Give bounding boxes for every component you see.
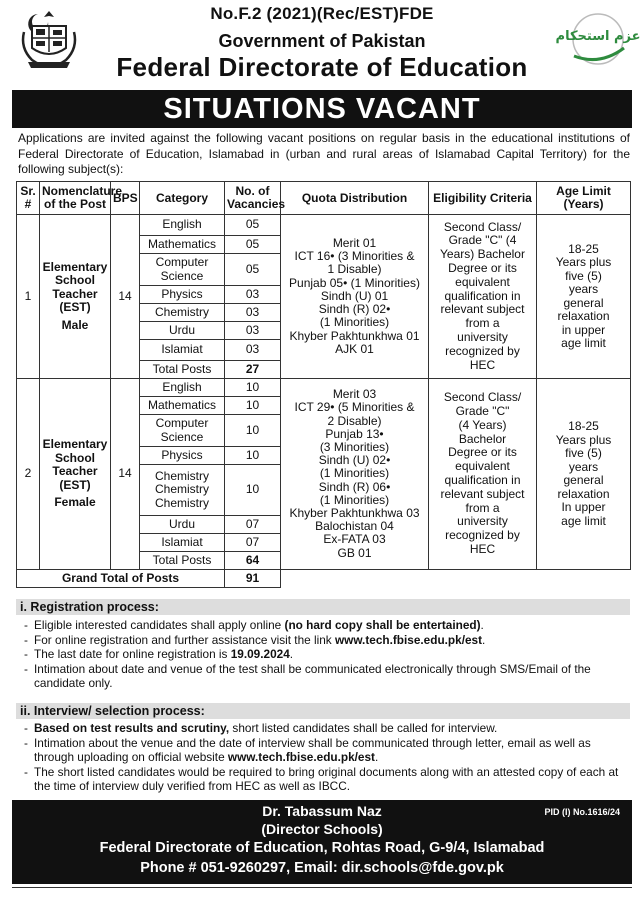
post-name-line: School <box>54 450 95 465</box>
age-limit-line: Years plus <box>555 432 612 447</box>
header-category: Category <box>140 182 225 215</box>
table-row <box>17 215 631 236</box>
quota-line: Ex-FATA 03 <box>323 532 386 547</box>
registration-point-emphasis[interactable]: www.tech.fbise.edu.pk/est <box>334 632 483 647</box>
table-body <box>17 215 631 570</box>
quota-cell <box>281 215 429 379</box>
total-posts-label: Total Posts <box>140 552 225 570</box>
age-limit-line: relaxation <box>557 486 610 501</box>
sr-cell: 1 <box>17 215 40 379</box>
category-cell: English <box>140 379 225 397</box>
registration-point-text: . <box>289 647 294 661</box>
signatory-name: Dr. Tabassum Naz <box>262 803 382 819</box>
quota-line: (1 Minorities) <box>319 466 390 481</box>
post-name-cell <box>40 379 111 570</box>
bottom-divider <box>12 887 632 888</box>
intro-paragraph: Applications are invited against the following vacant positions on regular basis in the educational institutions of Federal Directorate of Education, Islamabad in (urban and rural areas of Islamabad Capital Territory) for the following subject(s): <box>18 131 630 176</box>
vacancies-cell: 03 <box>225 322 281 340</box>
vacancies-cell: 07 <box>225 534 281 552</box>
sr-cell: 2 <box>17 379 40 570</box>
reference-number: No.F.2 (2021)(Rec/EST)FDE <box>210 4 434 23</box>
quota-line: (1 Minorities) <box>319 492 390 507</box>
pid-number: PID (I) No.1616/24 <box>544 807 620 817</box>
category-cell <box>140 415 225 447</box>
registration-point <box>20 633 632 648</box>
grand-total-row <box>17 570 631 588</box>
eligibility-line: equivalent <box>455 459 510 474</box>
registration-point-text: Intimation about date and venue of the test shall be communicated electronically through SMS/Email of the candidate only. <box>34 661 591 690</box>
quota-line: GB 01 <box>337 545 372 560</box>
eligibility-line: HEC <box>469 541 496 556</box>
eligibility-line: Grade "C" (4 <box>448 233 517 248</box>
signatory-designation: (Director Schools) <box>261 821 383 837</box>
age-limit-line: years <box>568 282 599 296</box>
age-limit-line: in upper <box>561 322 606 337</box>
eligibility-line: Degree or its <box>448 261 517 275</box>
bps-cell: 14 <box>111 215 140 379</box>
eligibility-line: qualification in <box>444 473 521 487</box>
age-limit-line: age limit <box>561 336 606 350</box>
category-cell: Islamiat <box>140 534 225 552</box>
header-post: Nomenclature of the Post <box>40 182 111 215</box>
registration-point <box>20 618 632 633</box>
eligibility-line: (4 Years) <box>458 417 507 432</box>
quota-line: Sindh (U) 01 <box>320 288 389 303</box>
category-cell: Physics <box>140 286 225 304</box>
quota-line: (1 Minorities) <box>319 315 390 330</box>
category-cell: Physics <box>140 447 225 465</box>
eligibility-line: Bachelor <box>458 431 507 446</box>
eligibility-line: relevant subject <box>440 486 525 501</box>
post-name-line: Elementary <box>42 437 108 452</box>
total-posts-value: 27 <box>225 361 281 379</box>
age-limit-line: 18-25 <box>568 241 599 256</box>
registration-point <box>20 662 632 691</box>
category-line: Computer <box>155 416 209 430</box>
total-posts-value: 64 <box>225 552 281 570</box>
category-line: Science <box>160 268 204 283</box>
quota-line: Merit 03 <box>332 387 377 402</box>
category-cell: Chemistry <box>140 304 225 322</box>
age-limit-line: age limit <box>561 513 606 528</box>
vacancies-cell: 05 <box>225 236 281 254</box>
category-line: Computer <box>155 255 209 269</box>
registration-point-emphasis: (no hard copy shall be entertained) <box>284 618 481 632</box>
interview-point-emphasis[interactable]: www.tech.fbise.edu.pk/est <box>227 750 375 764</box>
age-limit-cell <box>537 379 631 570</box>
post-name-line: School <box>54 273 95 288</box>
interview-point-text: Intimation about the venue and the date of interview shall be communicated through letter, email as well as through uploading on official website <box>34 735 591 764</box>
quota-line: ICT 29• (5 Minorities & <box>294 400 415 415</box>
category-cell: Mathematics <box>140 397 225 415</box>
registration-point-text: . <box>482 632 486 647</box>
age-limit-line: relaxation <box>557 309 610 323</box>
post-name-line: Male <box>61 317 89 332</box>
contact-details: Phone # 051-9260297, Email: dir.schools@fde.gov.pk <box>140 860 504 876</box>
quota-line: Punjab 05• (1 Minorities) <box>289 275 420 290</box>
quota-line: Sindh (U) 02• <box>318 453 391 468</box>
vacancies-cell: 10 <box>225 379 281 397</box>
vacancies-cell: 10 <box>225 415 281 447</box>
eligibility-line: Years) Bachelor <box>440 247 525 262</box>
age-limit-line: years <box>568 459 599 474</box>
eligibility-line: equivalent <box>455 274 510 289</box>
eligibility-line: recognized by <box>445 343 520 358</box>
category-cell: Urdu <box>140 516 225 534</box>
age-limit-line: 18-25 <box>568 419 599 433</box>
header-age-limit: Age Limit (Years) <box>537 182 631 215</box>
post-name-line: Teacher (EST) <box>52 464 98 492</box>
eligibility-line: from a <box>465 316 500 331</box>
contact-footer <box>12 800 632 884</box>
registration-point-text: For online registration and further assistance visit the link <box>34 632 335 647</box>
eligibility-line: Degree or its <box>448 445 517 460</box>
category-cell <box>140 465 225 516</box>
total-posts-label: Total Posts <box>140 361 225 379</box>
eligibility-line: university <box>457 514 508 529</box>
category-cell: English <box>140 215 225 236</box>
vacancies-cell: 05 <box>225 215 281 236</box>
situations-vacant-banner: SITUATIONS VACANT <box>12 90 632 128</box>
vacancies-cell: 07 <box>225 516 281 534</box>
logo-text: عزم استحکام <box>555 29 641 44</box>
category-cell <box>140 254 225 286</box>
quota-line: ICT 16• (3 Minorities & <box>294 249 415 264</box>
registration-list <box>20 618 632 691</box>
eligibility-line: university <box>457 329 508 344</box>
category-line: Chemistry <box>154 495 209 510</box>
grand-total-label: Grand Total of Posts <box>17 570 225 588</box>
quota-line: Khyber Pakhtunkhwa 01 <box>289 328 420 343</box>
post-name-cell <box>40 215 111 379</box>
eligibility-line: HEC <box>469 357 496 372</box>
eligibility-cell <box>429 215 537 379</box>
quota-line: Sindh (R) 06• <box>318 479 391 494</box>
quota-line: 1 Disable) <box>327 262 382 277</box>
category-cell: Islamiat <box>140 340 225 361</box>
age-limit-line: Years plus <box>555 255 612 269</box>
eligibility-line: qualification in <box>444 288 521 303</box>
interview-point-text: The short listed candidates would be required to bring original documents along with an attested copy of each at the time of interview duly verified from HEC as well as IBCC. <box>34 764 619 793</box>
vacancies-cell: 10 <box>225 397 281 415</box>
header-eligibility: Eligibility Criteria <box>429 182 537 215</box>
category-cell: Urdu <box>140 322 225 340</box>
interview-point-text: . <box>374 750 379 764</box>
post-name-line: Female <box>54 495 96 510</box>
registration-point-text: The last date for online registration is <box>34 647 231 661</box>
category-line: Chemistry <box>154 482 209 497</box>
interview-point-text: short listed candidates shall be called for interview. <box>229 721 498 735</box>
header-vacancies: No. of Vacancies <box>225 182 281 215</box>
eligibility-cell <box>429 379 537 570</box>
quota-line: 2 Disable) <box>327 413 382 428</box>
age-limit-line: general <box>563 295 604 310</box>
eligibility-line: relevant subject <box>440 302 525 317</box>
quota-line: Khyber Pakhtunkhwa 03 <box>289 506 420 520</box>
age-limit-line: general <box>563 473 604 487</box>
quota-line: Punjab 13• <box>325 426 384 441</box>
registration-point <box>20 647 632 662</box>
header-sr: Sr. # <box>17 182 40 215</box>
quota-line: AJK 01 <box>335 341 374 356</box>
interview-point <box>20 721 632 736</box>
vacancies-cell: 05 <box>225 254 281 286</box>
eligibility-line: Second Class/ <box>443 390 522 405</box>
interview-point-emphasis: Based on test results and scrutiny, <box>34 721 230 735</box>
registration-point-emphasis: 19.09.2024 <box>230 647 290 661</box>
office-address: Federal Directorate of Education, Rohtas Road, G-9/4, Islamabad <box>99 840 545 856</box>
category-cell: Mathematics <box>140 236 225 254</box>
age-limit-cell <box>537 215 631 379</box>
quota-cell <box>281 379 429 570</box>
category-line: Science <box>160 429 204 444</box>
registration-heading: i. Registration process: <box>16 599 630 615</box>
vacancies-cell: 03 <box>225 340 281 361</box>
interview-point <box>20 765 632 794</box>
interview-list <box>20 721 632 794</box>
eligibility-line: from a <box>465 500 500 515</box>
post-name-line: Teacher (EST) <box>52 286 98 315</box>
grand-total-value: 91 <box>225 570 281 588</box>
category-line: Chemistry <box>154 468 209 483</box>
quota-line: Merit 01 <box>332 236 377 251</box>
interview-heading: ii. Interview/ selection process: <box>16 703 630 719</box>
vacancies-cell: 03 <box>225 304 281 322</box>
quota-line: Balochistan 04 <box>315 519 394 534</box>
quota-line: Sindh (R) 02• <box>318 302 391 317</box>
post-name-line: Elementary <box>42 259 108 274</box>
registration-point-text: . <box>480 618 484 632</box>
vacancies-cell: 03 <box>225 286 281 304</box>
header-bps: BPS <box>111 182 140 215</box>
interview-point <box>20 736 632 765</box>
azm-e-istehkam-logo-icon <box>555 10 641 68</box>
eligibility-line: Second Class/ <box>443 219 522 234</box>
header-quota: Quota Distribution <box>281 182 429 215</box>
vacancies-cell: 10 <box>225 465 281 516</box>
age-limit-line: five (5) <box>565 268 602 283</box>
government-title: Government of Pakistan <box>218 31 426 51</box>
age-limit-line: five (5) <box>565 446 602 460</box>
eligibility-line: recognized by <box>445 528 520 543</box>
department-title: Federal Directorate of Education <box>116 52 528 82</box>
vacancies-table <box>16 181 631 588</box>
table-header-row <box>17 182 631 215</box>
table-row <box>17 379 631 397</box>
registration-point-text: Eligible interested candidates shall apply online <box>34 618 285 632</box>
eligibility-line: Grade "C" <box>455 404 510 419</box>
bps-cell: 14 <box>111 379 140 570</box>
vacancies-cell: 10 <box>225 447 281 465</box>
age-limit-line: In upper <box>561 500 606 514</box>
quota-line: (3 Minorities) <box>319 439 390 454</box>
